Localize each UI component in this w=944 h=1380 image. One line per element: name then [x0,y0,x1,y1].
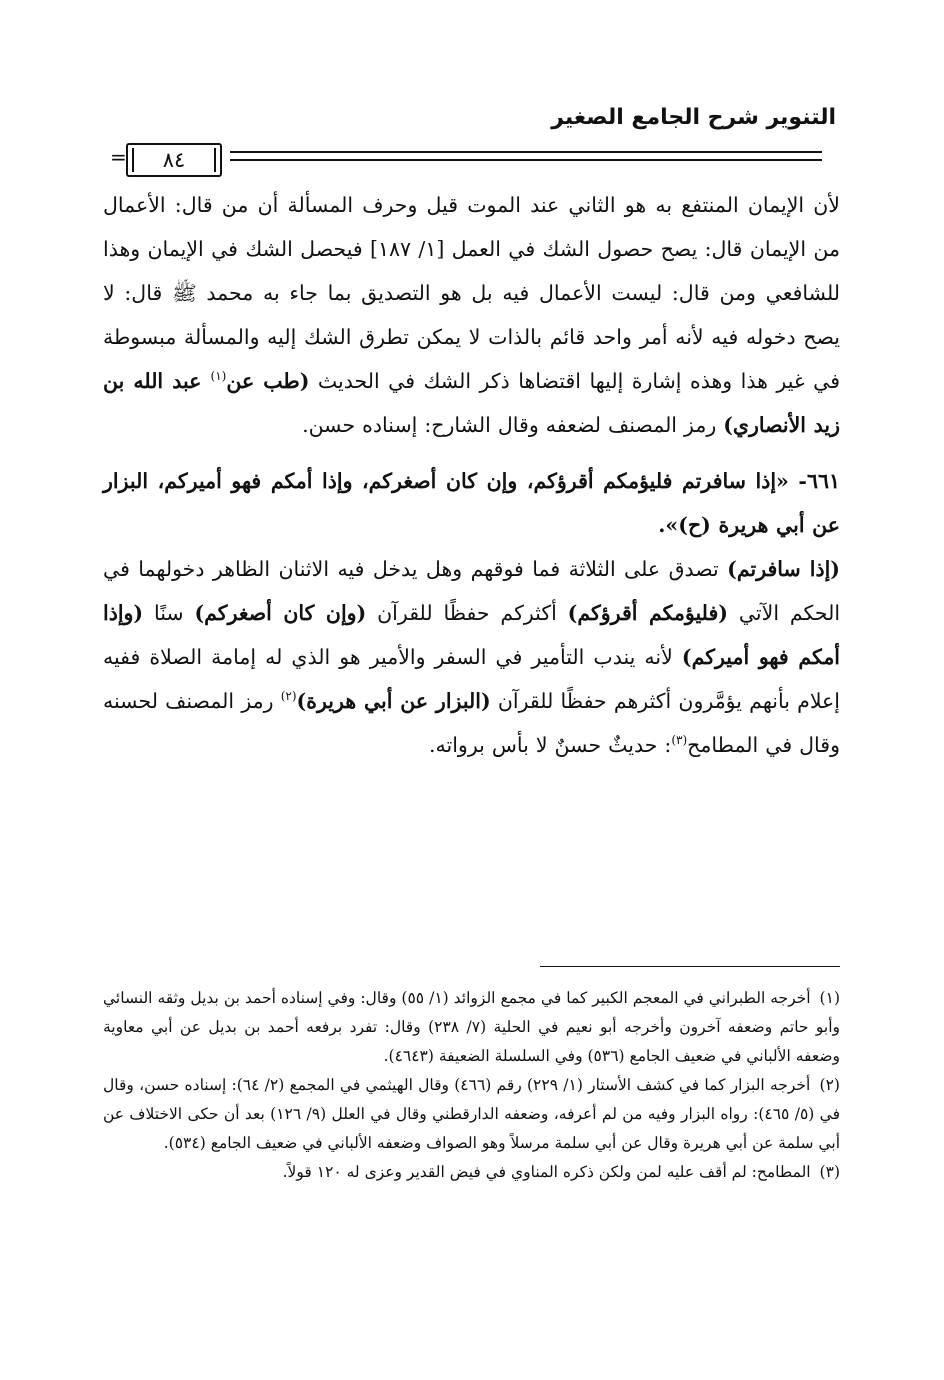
quoted-phrase: (البزار عن أبي هريرة) [296,689,491,713]
text-run: تصدق على الثلاثة فما فوقهم وهل يدخل فيه الاثنان الظاهر دخولهما في الحكم الآتي [103,557,841,625]
footnote-1 [103,984,840,1071]
footnote-text: أخرجه الطبراني في المعجم الكبير كما في مجمع الزوائد (١/ ٥٥) وقال: وفي إسناده أحمد بن بديل وثقه النسائي وأبو حاتم وضعفه آخرون وأخرجه أبو نعيم في الحلية (٧/ ٢٣٨) وقال: تفرد برفعه أحمد بن بديل عن أبي معاوية وضعفه الألباني في ضعيف الجامع (٥٣٦) وفي السلسلة الضعيفة (٤٦٤٣). [103,989,841,1065]
footnote-text: المطامح: لم أقف عليه لمن ولكن ذكره المناوي في فيض القدير وعزى له ١٢٠ قولاً. [282,1163,811,1181]
footnotes [103,984,840,1187]
page-number: ٨٤ [126,143,222,177]
footnote-3 [103,1158,840,1187]
quoted-phrase: (وإذا أمكم فهو أميركم) [103,601,841,669]
text-run: : حديثٌ حسنٌ لا بأس برواته. [429,733,672,757]
text-run: لأنه يندب التأمير في السفر والأمير هو الذي له إمامة الصلاة ففيه إعلام بأنهم يؤمَّرون أكثرهم حفظًا للقرآن [103,645,840,713]
footnote-marker-1: (١) [210,369,227,384]
quoted-phrase: (إذا سافرتم) [727,557,840,581]
footnote-marker-2: (٢) [280,689,297,704]
running-header-title: التنوير شرح الجامع الصغير [551,105,836,130]
footnote-number: (٣) [819,1163,840,1181]
footnote-marker-3: (٣) [671,733,688,748]
hadith-number: ٦٦١- [788,469,840,493]
narrator-name: عبد الله بن زيد الأنصاري) [103,369,840,437]
footnote-number: (١) [819,989,840,1007]
text-run: سنًا [143,601,195,625]
header-edge-mark: = [110,145,127,169]
hadith-text: «إذا سافرتم فليؤمكم أقرؤكم، وإن كان أصغركم، وإذا أمكم فهو أميركم، البزار عن أبي هريرة (ح)». [103,469,840,537]
quoted-phrase: (فليؤمكم أقرؤكم) [567,601,728,625]
main-text [103,183,840,767]
hadith-661 [103,459,840,547]
text-run: لأن الإيمان المنتفع به هو الثاني عند الموت قيل وحرف المسألة أن من قال: الأعمال من الإيمان قال: يصح حصول الشك في العمل [١/ ١٨٧] فيحصل الشك في الإيمان وهذا للشافعي ومن قال: ليست الأعمال فيه بل هو التصديق بما جاء به محمد ﷺ قال: لا يصح دخوله فيه لأنه أمر واحد قائم بالذات لا يمكن تطرق الشك إليه والمسألة مبسوطة في غير هذا وهذه إشارة إليها اقتضاها ذكر الشك في الحديث [103,193,841,393]
footnote-number: (٢) [819,1076,840,1094]
text-run: رمز المصنف لضعفه وقال الشارح: إسناده حسن. [302,413,724,437]
footnote-2 [103,1071,840,1158]
text-run: رمز المصنف لحسنه وقال في المطامح [103,689,840,757]
commentary-paragraph [103,547,840,767]
footnote-text: أخرجه البزار كما في كشف الأستار (١/ ٢٢٩) رقم (٤٦٦) وقال الهيثمي في المجمع (٢/ ٦٤): إسناده حسن، وقال في (٥/ ٤٦٥): رواه البزار وفيه من لم أعرفه، وضعفه الدارقطني وقال في العلل (٩/ ١٢٦) بعد أن حكى الاختلاف عن أبي سلمة عن أبي هريرة وقال عن أبي سلمة مرسلاً وهو الصواف وضعفه الألباني في ضعيف الجامع (٥٣٤). [103,1076,841,1152]
source-reference: (طب عن [226,369,310,393]
quoted-phrase: (وإن كان أصغركم) [194,601,367,625]
header-ornament-bar [110,143,838,177]
footnote-separator [540,966,840,967]
text-run: أكثركم حفظًا للقرآن [366,601,568,625]
header-double-rule [230,151,822,161]
paragraph-intro [103,183,840,447]
